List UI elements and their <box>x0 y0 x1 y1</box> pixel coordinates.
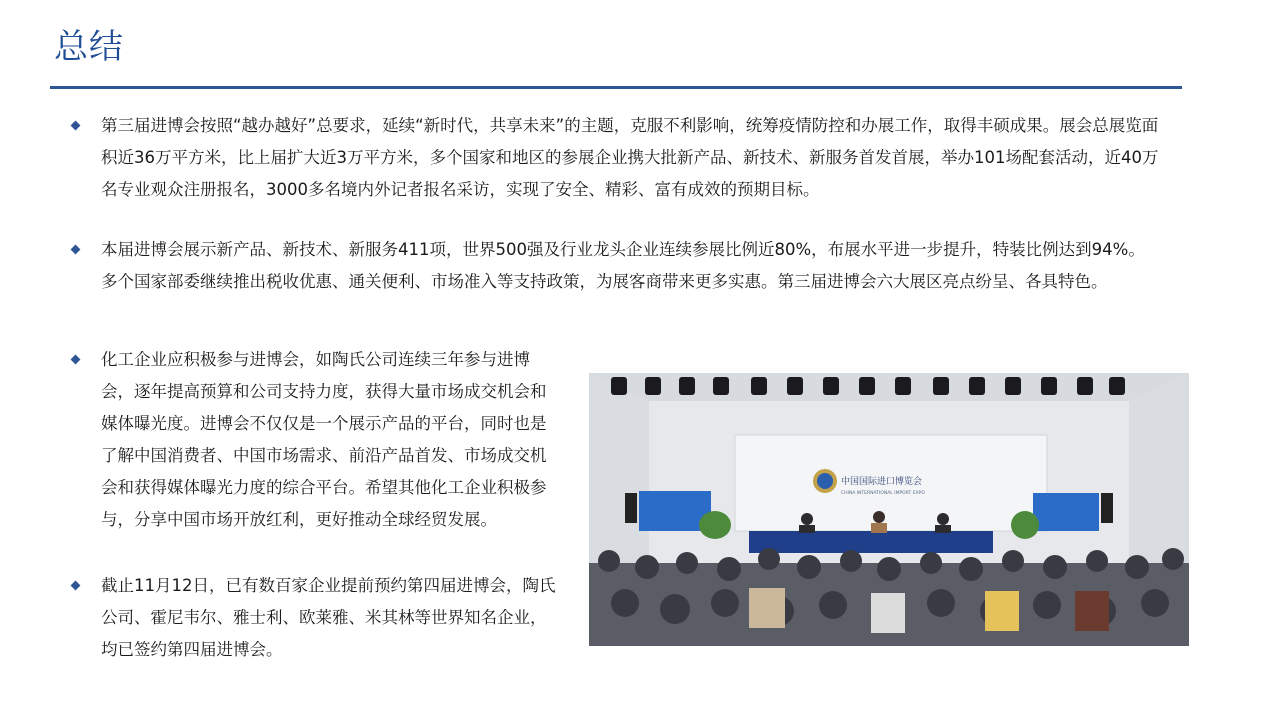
diamond-bullet-icon <box>71 245 81 255</box>
bullet-text: 化工企业应积极参与进博会，如陶氏公司连续三年参与进博会，逐年提高预算和公司支持力度，获得大量市场成交机会和媒体曝光度。进博会不仅仅是一个展示产品的平台，同时也是了解中国消费者、中国市场需求、前沿产品首发、市场成交机会和获得媒体曝光力度的综合平台。希望其他化工企业积极参与，分享中国市场开放红利，更好推动全球经贸发展。 <box>101 350 547 529</box>
slide-title: 总结 <box>54 27 124 67</box>
bullet-item-1 <box>101 110 1161 206</box>
bullet-item-2 <box>101 234 1161 298</box>
bullet-item-3 <box>101 344 559 536</box>
bullet-text: 本届进博会展示新产品、新技术、新服务411项，世界500强及行业龙头企业连续参展比例近80%，布展水平进一步提升，特装比例达到94%。多个国家部委继续推出税收优惠、通关便利、市场准入等支持政策，为展客商带来更多实惠。第三届进博会六大展区亮点纷呈、各具特色。 <box>101 240 1145 291</box>
stage-lights <box>611 377 1125 395</box>
title-divider <box>50 86 1182 89</box>
bullet-text: 第三届进博会按照“越办越好”总要求，延续“新时代，共享未来”的主题，克服不利影响，统筹疫情防控和办展工作，取得丰硕成果。展会总展览面积近36万平方米，比上届扩大近3万平方米，多个国家和地区的参展企业携大批新产品、新技术、新服务首发首展，举办101场配套活动，近40万名专业观众注册报名，3000多名境内外记者报名采访，实现了安全、精彩、富有成效的预期目标。 <box>101 116 1159 199</box>
backdrop-title: 中国国际进口博览会 <box>841 477 923 487</box>
diamond-bullet-icon <box>71 121 81 131</box>
diamond-bullet-icon <box>71 355 81 365</box>
press-conference-photo <box>589 373 1189 646</box>
bullet-text: 截止11月12日，已有数百家企业提前预约第四届进博会，陶氏公司、霍尼韦尔、雅士利、欧莱雅、米其林等世界知名企业，均已签约第四届进博会。 <box>101 576 556 659</box>
bullet-item-4 <box>101 570 559 666</box>
diamond-bullet-icon <box>71 581 81 591</box>
backdrop-subtitle: CHINA INTERNATIONAL IMPORT EXPO <box>841 491 925 496</box>
